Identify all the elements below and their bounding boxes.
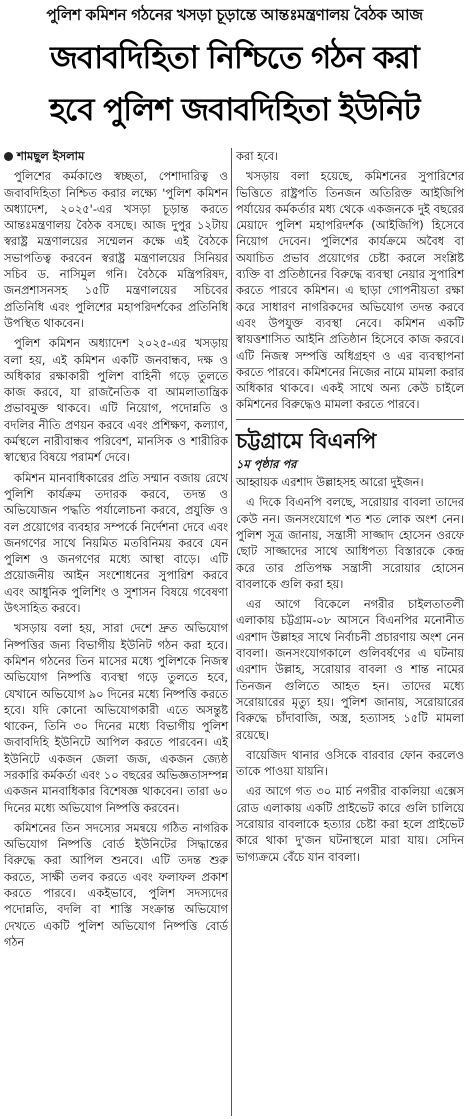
column-divider — [231, 148, 232, 1116]
second-story-paragraph: এর আগে বিকেলে নগরীর চাইলতাতলী এলাকায় চট্টগ্রাম-০৮ আসনে বিএনপির মনোনীত এরশাদ উল্লাহর সাথে নির্বাচনী প্রচারণায় অংশ নেন বাবলা। জনসংযোগকালে গুলিবর্ষণের এ ঘটনায় এরশাদ উল্লাহ, সরোয়ার বাবলা ও শান্ত নামের তিনজন গুলিতে আহত হন। তাদের মধ্যে সরোয়ারের মৃত্যু হয়। পুলিশ জানায়, সরোয়ারের বিরুদ্ধে চাঁদাবাজি, অস্ত্র, হত্যাসহ ১৫টি মামলা রয়েছে। — [236, 597, 464, 742]
second-story-paragraph: এর আগে গত ৩০ মার্চ নগরীর বাকলিয়া এক্সেস রোড এলাকায় একটি প্রাইভেট কারে গুলি চালিয়ে সরোয়ার বাবলাকে হত্যার চেষ্টা করা হলে প্রাইভেট কারে থাকা দু'জন ঘটনাস্থলে মারা যায়। সেদিন ভাগ্যক্রমে বেঁচে যান বাবলা। — [236, 784, 464, 864]
main-headline-line-2: হবে পুলিশ জবাবদিহিতা ইউনিট — [49, 92, 420, 128]
second-story-headline: চট্টগ্রামে বিএনপি — [236, 428, 377, 453]
article-paragraph: করা হবে। — [236, 149, 279, 163]
article-paragraph: কমিশন মানবাধিকারের প্রতি সম্মান বজায় রেখে পুলিশি কার্যক্রম তদারক করবে, তদন্ত ও অভিযোজন পদ্ধতি পর্যালোচনা করবে, প্রযুক্তি ও বল প্রয়োগের ব্যবহার সম্পর্কে নির্দেশনা দেবে এবং জনগণের সাথে নিয়মিত মতবিনিময় করবে যেন পুলিশ ও জনগণের মধ্যে আস্থা বাড়ে। এটি প্রয়োজনীয় আইন সংশোধনের সুপারিশ করবে এবং আধুনিক পুলিশিং ও সুশাসন বিষয়ে গবেষণা উৎসাহিত করবে। — [4, 470, 228, 616]
byline-author: শামছুল ইসলাম — [17, 149, 85, 163]
continued-from-page: ১ম পৃষ্ঠার পর — [236, 456, 297, 471]
article-paragraph: কমিশনের তিন সদস্যের সমন্বয়ে গঠিত নাগরিক অভিযোগ নিষ্পত্তি বোর্ড ইউনিটের সিদ্ধান্তের বিরুদ্ধে করা আপিল শুনবে। এটি তদন্ত শুরু করতে, সাক্ষী তলব করতে এবং ফলাফল প্রকাশ করতে পারবে। একইভাবে, পুলিশ সদস্যদের পদোন্নতি, বদলি বা শাস্তি সংক্রান্ত অভিযোগ দেখতে একটি পুলিশ অভিযোগ নিষ্পত্তি বোর্ড গঠন — [4, 820, 228, 949]
second-story-paragraph: বায়েজিদ থানার ওসিকে বারবার ফোন করলেও তাকে পাওয়া যায়নি। — [236, 747, 464, 779]
second-story-paragraph: এ দিকে বিএনপি বলছে, সরোয়ার বাবলা তাদের কেউ নন। জনসংযোগে শত শত লোক অংশ নেন। পুলিশ সূত্র জানায়, সন্ত্রাসী সাজ্জাদ হোসেন ওরফে ছোট সাজ্জাদের সাথে আধিপত্য বিস্তারকে কেন্দ্র করে তার প্রতিপক্ষ সন্ত্রাসী সরোয়ার হোসেন বাবলাকে গুলি করা হয়। — [236, 495, 464, 591]
kicker-headline: পুলিশ কমিশন গঠনের খসড়া চূড়ান্তে আন্তঃমন্ত্রণালয় বৈঠক আজ — [46, 6, 423, 24]
main-headline — [4, 32, 465, 136]
right-column — [236, 148, 464, 869]
bullet-icon — [4, 152, 13, 161]
article-paragraph: খসড়ায় বলা হয়, সারা দেশে দ্রুত অভিযোগ নিষ্পত্তির জন্য বিভাগীয় ইউনিট গঠন করা হবে। কমিশন গঠনের তিন মাসের মধ্যে পুলিশকে নিজস্ব অভিযোগ নিষ্পত্তি ব্যবস্থা গড়ে তুলতে হবে, যেখানে অভিযোগ ৯০ দিনের মধ্যে নিষ্পত্তি করতে হবে। যদি কোনো অভিযোগকারী এতে অসন্তুষ্ট থাকেন, তিনি ৩০ দিনের মধ্যে বিভাগীয় পুলিশ জবাবদিহি ইউনিটে আপিল করতে পারবেন। এই ইউনিটে একজন জেলা জজ, একজন জ্যেষ্ঠ সরকারি কর্মকর্তা এবং ১০ বছরের অভিজ্ঞতাসম্পন্ন একজন মানবাধিকার বিশেষজ্ঞ থাকবেন। তারা ৬০ দিনের মধ্যে অভিযোগ নিষ্পত্তি করবেন। — [4, 621, 228, 815]
article-paragraph: পুলিশের কর্মকাণ্ডে স্বচ্ছতা, পেশাদারিত্ব ও জবাবদিহিতা নিশ্চিত করার লক্ষ্যে 'পুলিশ কমিশন অধ্যাদেশ, ২০২৫'-এর খসড়া চূড়ান্ত করতে আন্তঃমন্ত্রণালয় বৈঠক বসছে। আজ দুপুর ১২টায় স্বরাষ্ট্র মন্ত্রণালয়ের সম্মেলন কক্ষে এই বৈঠকে সভাপতিত্ব করবেন স্বরাষ্ট্র মন্ত্রণালয়ের সিনিয়র সচিব ড. নাসিমুল গনি। বৈঠকে মন্ত্রিপরিষদ, জনপ্রশাসনসহ ১৫টি মন্ত্রণালয়ের সচিবের প্রতিনিধি এবং পুলিশের মহাপরিদর্শকের প্রতিনিধি উপস্থিত থাকবেন। — [4, 169, 228, 330]
main-headline-line-1: জবাবদিহিতা নিশ্চিতে গঠন করা — [50, 40, 419, 76]
second-story-paragraph: আহ্বায়ক এরশাদ উল্লাহসহ আরো দুইজন। — [236, 475, 424, 490]
article-paragraph: খসড়ায় বলা হয়েছে, কমিশনের সুপারিশের ভিত্তিতে রাষ্ট্রপতি তিনজন অতিরিক্ত আইজিপি পর্যায়ের কর্মকর্তার মধ্য থেকে একজনকে দুই বছরের মেয়াদে পুলিশ মহাপরিদর্শক (আইজিপি) হিসেবে নিয়োগ দেবেন। পুলিশের কার্যক্রমে অবৈধ বা অযাচিত প্রভাব প্রয়োগের চেষ্টা করলে সংশ্লিষ্ট ব্যক্তি বা প্রতিষ্ঠানের বিরুদ্ধে ব্যবস্থা নেয়ার সুপারিশ করতে পারবে কমিশন। এ ছাড়া গোপনীয়তা রক্ষা করে সাধারণ নাগরিকদের অভিযোগ তদন্ত করবে এবং উপযুক্ত ব্যবস্থা নেবে। কমিশন একটি স্বায়ত্তশাসিত আইনি প্রতিষ্ঠান হিসেবে কাজ করবে। এটি নিজস্ব সম্পত্তি অধিগ্রহণ ও এর ব্যবস্থাপনা করতে পারবে। কমিশনের নিজের নামে মামলা করার অধিকার থাকবে। একই সাথে অন্য কেউ চাইলে কমিশনের বিরুদ্ধেও মামলা করতে পারবে। — [236, 169, 464, 412]
left-column — [4, 148, 228, 954]
article-paragraph: পুলিশ কমিশন অধ্যাদেশ ২০২৫-এর খসড়ায় বলা হয়, এই কমিশন একটি জনবান্ধব, দক্ষ ও অধিকার রক্ষাকারী পুলিশ বাহিনী গড়ে তুলতে কাজ করবে, যা রাজনৈতিক বা আমলাতান্ত্রিক প্রভাবমুক্ত থাকবে। এটি নিয়োগ, পদোন্নতি ও বদলির নীতি প্রণয়ন করবে এবং প্রশিক্ষণ, কল্যাণ, কর্মস্থলে নারীবান্ধব পরিবেশ, মানসিক ও শারীরিক স্বাস্থ্যের বিষয়ে পরামর্শ দেবে। — [4, 336, 228, 465]
byline — [4, 148, 228, 164]
story-divider — [236, 419, 464, 420]
